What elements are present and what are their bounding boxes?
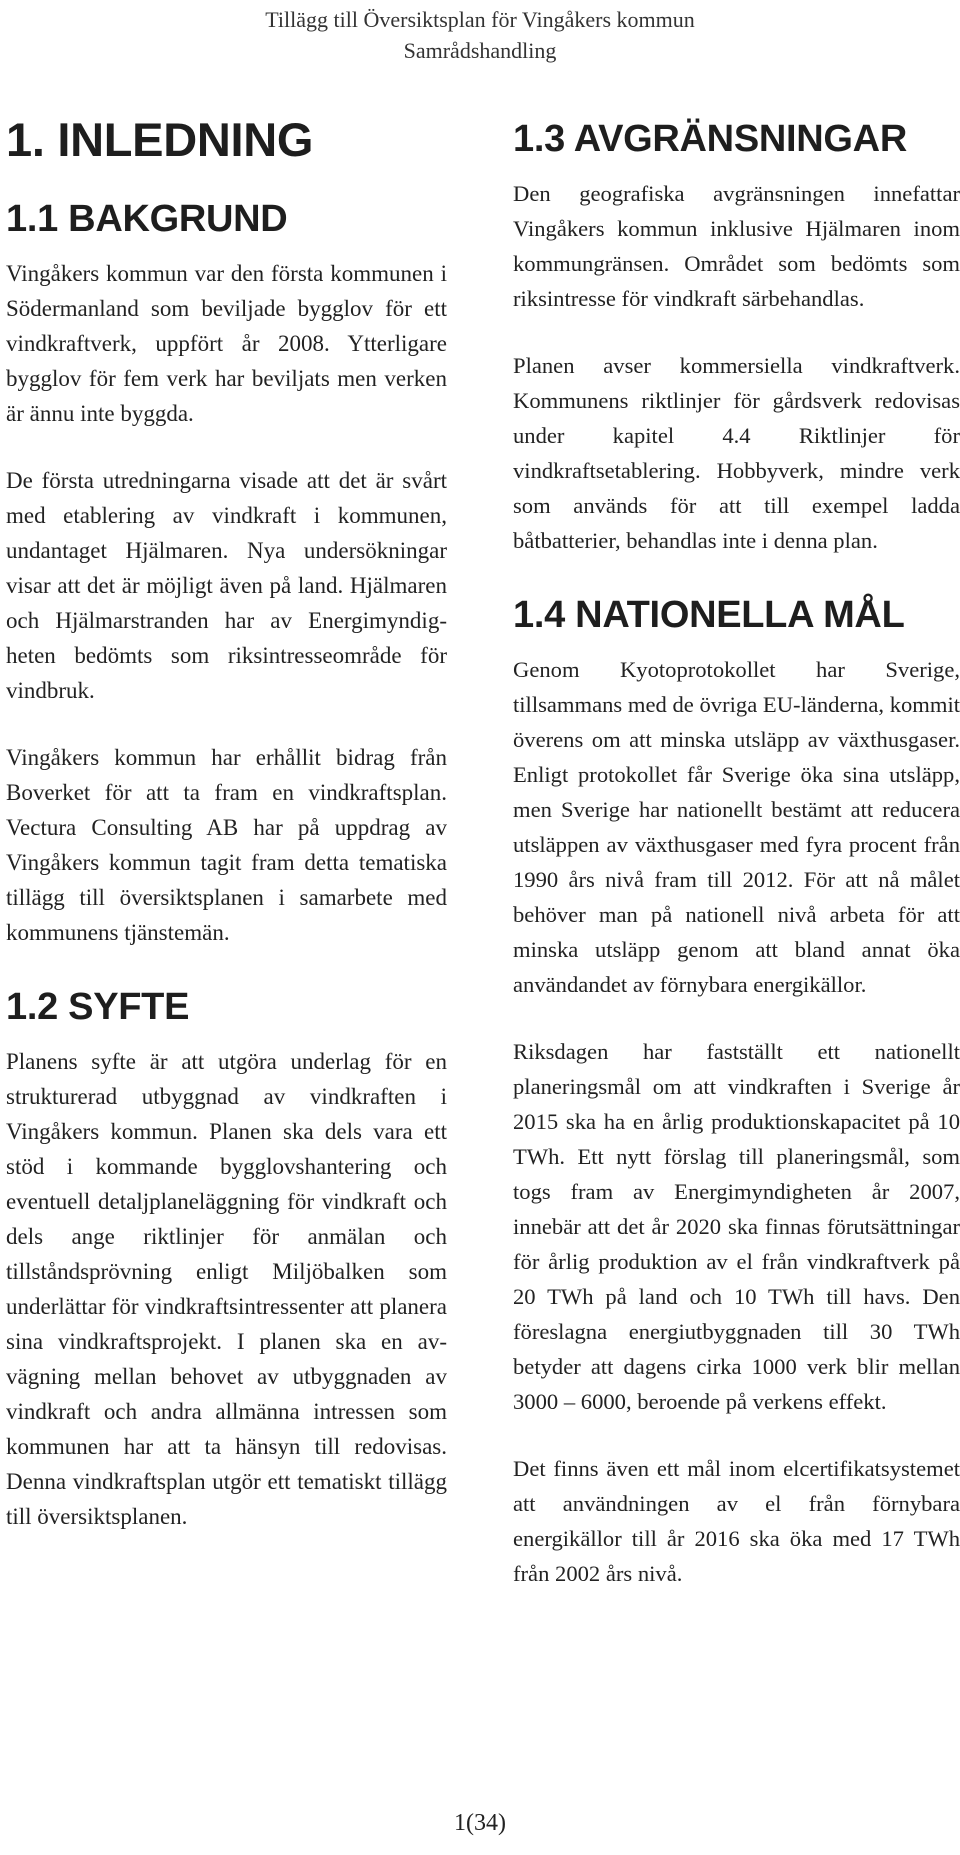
paragraph: De första utredningarna visade att det är svårt med etablering av vindkraft i kommunen, undantaget Hjälmaren. Nya undersökningar visar att det är möjligt även på land. Hjälmaren och Hjälmarstranden har av Energimyndigheten bedömts som riksintresseområde för vindbruk.	[6, 468, 447, 703]
paragraph: Genom Kyotoprotokollet har Sverige, tillsammans med de övriga EU-länderna, kommit överens om att minska utsläpp av växthusgaser. Enligt protokollet får Sverige öka sina utsläpp, men Sverige har nationellt bestämt att reducera utsläppen av växthusgaser med fyra procent från 1990 års nivå fram till 2012. För att nå målet behöver man på nationell nivå arbeta för att minska utsläpp genom att bland annat öka användandet av förnybara energikällor.	[513, 657, 960, 997]
paragraph: Vingåkers kommun har erhållit bidrag från Boverket för att ta fram en vindkraftsplan. Vectura Consulting AB har på uppdrag av Vingåkers kommun tagit fram detta tematiska tillägg till översiktsplanen i samarbete med kommunens tjänstemän.	[6, 745, 447, 945]
section-heading-nationella-mal: 1.4 NATIONELLA MÅL	[513, 594, 905, 636]
page-number: 1(34)	[454, 1810, 506, 1836]
section-heading-avgransningar: 1.3 AVGRÄNSNINGAR	[513, 118, 907, 160]
page-header	[0, 4, 960, 66]
paragraph: Planen avser kommersiella vindkraftverk. Kommunens riktlinjer för gårdsverk redovisas under kapitel 4.4 Riktlinjer för vindkraftsetablering. Hobbyverk, mindre verk som används för att till exempel ladda båtbatterier, behandlas inte i denna plan.	[513, 353, 960, 553]
document-title: Tillägg till Översiktsplan för Vingåkers kommun	[265, 7, 695, 32]
section-heading-syfte: 1.2 SYFTE	[6, 986, 190, 1028]
paragraph: Vingåkers kommun var den första kommunen i Södermanland som beviljade bygglov för ett vindkraftverk, uppfört år 2008. Ytterligare bygglov för fem verk har beviljats men verken är ännu inte byggda.	[6, 261, 447, 426]
chapter-heading: 1. INLEDNING	[6, 113, 314, 166]
paragraph: Riksdagen har fastställt ett nationellt planeringsmål om att vindkraften i Sverige år 2015 ska ha en årlig produktionskapacitet på 10 TWh. Ett nytt förslag till planeringsmål, som togs fram av Energimyndigheten år 2007, innebär att det år 2020 ska finnas förutsättningar för årlig produktion av el från vindkraftverk på 20 TWh på land och 10 TWh till havs. Den föreslagna energiutbyggnaden till 30 TWh betyder att dagens cirka 1000 verk blir mellan 3000 – 6000, beroende på verkens effekt.	[513, 1039, 960, 1414]
left-column	[6, 110, 447, 1566]
right-column	[513, 110, 960, 1623]
paragraph: Det finns även ett mål inom elcertifikatsystemet att användningen av el från förnybara energikällor till år 2016 ska öka med 17 TWh från 2002 års nivå.	[513, 1456, 960, 1586]
paragraph: Planens syfte är att utgöra underlag för en strukturerad utbyggnad av vindkraften i Vingåkers kommun. Planen ska dels vara ett stöd i kommande bygglovshantering och eventuell detaljplaneläggning för vindkraft och dels ange riktlinjer för anmälan och tillståndsprövning enligt Miljöbalken som underlättar för vindkraftsintressenter att planera sina vindkraftsprojekt. I planen ska en avvägning mellan behovet av utbyggnaden av vindkraft och andra allmänna intressen som kommunen har att ta hänsyn till redovisas. Denna vindkraftsplan utgör ett tematiskt tillägg till översiktsplanen.	[6, 1049, 447, 1529]
section-heading-bakgrund: 1.1 BAKGRUND	[6, 198, 288, 240]
document-subtitle: Samrådshandling	[403, 38, 557, 63]
paragraph: Den geografiska avgränsningen innefattar Vingåkers kommun inklusive Hjälmaren inom kommungränsen. Området som bedömts som riksintresse för vindkraft särbehandlas.	[513, 181, 960, 311]
